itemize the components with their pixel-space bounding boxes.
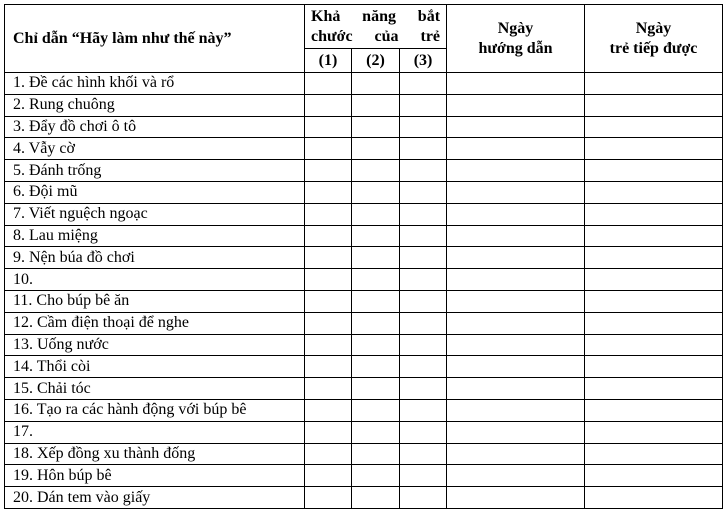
table-row bbox=[5, 378, 723, 400]
ability-1-cell[interactable] bbox=[305, 203, 352, 225]
ability-2-cell[interactable] bbox=[352, 73, 400, 95]
table-row bbox=[5, 421, 723, 443]
task-cell: 20. Dán tem vào giấy bbox=[5, 487, 305, 509]
table-row bbox=[5, 181, 723, 203]
date-guided-cell[interactable] bbox=[447, 421, 585, 443]
ability-2-cell[interactable] bbox=[352, 116, 400, 138]
date-guided-cell[interactable] bbox=[447, 247, 585, 269]
ability-1-cell[interactable] bbox=[305, 334, 352, 356]
ability-3-cell[interactable] bbox=[400, 269, 447, 291]
date-followed-cell[interactable] bbox=[585, 203, 723, 225]
date-followed-cell[interactable] bbox=[585, 399, 723, 421]
ability-3-cell[interactable] bbox=[400, 225, 447, 247]
date-followed-cell[interactable] bbox=[585, 181, 723, 203]
ability-1-cell[interactable] bbox=[305, 399, 352, 421]
ability-2-cell[interactable] bbox=[352, 334, 400, 356]
table-row bbox=[5, 443, 723, 465]
ability-2-cell[interactable] bbox=[352, 247, 400, 269]
ability-level-1: (1) bbox=[305, 49, 352, 73]
date-guided-cell[interactable] bbox=[447, 334, 585, 356]
task-cell: 17. bbox=[5, 421, 305, 443]
date-guided-cell[interactable] bbox=[447, 73, 585, 95]
date-followed-cell[interactable] bbox=[585, 73, 723, 95]
ability-1-cell[interactable] bbox=[305, 487, 352, 509]
date-guided-cell[interactable] bbox=[447, 356, 585, 378]
date-guided-cell[interactable] bbox=[447, 487, 585, 509]
ability-3-cell[interactable] bbox=[400, 421, 447, 443]
task-cell: 9. Nện búa đồ chơi bbox=[5, 247, 305, 269]
date-followed-line-2: trẻ tiếp được bbox=[609, 39, 698, 57]
ability-2-cell[interactable] bbox=[352, 443, 400, 465]
ability-2-cell[interactable] bbox=[352, 160, 400, 182]
task-cell: 10. bbox=[5, 269, 305, 291]
table-row bbox=[5, 290, 723, 312]
ability-2-cell[interactable] bbox=[352, 487, 400, 509]
ability-1-cell[interactable] bbox=[305, 181, 352, 203]
task-cell: 15. Chải tóc bbox=[5, 378, 305, 400]
table-row bbox=[5, 356, 723, 378]
checklist-rows bbox=[5, 73, 723, 509]
date-guided-cell[interactable] bbox=[447, 116, 585, 138]
date-followed-cell[interactable] bbox=[585, 487, 723, 509]
ability-2-cell[interactable] bbox=[352, 356, 400, 378]
task-cell: 19. Hôn búp bê bbox=[5, 465, 305, 487]
date-guided-header bbox=[447, 5, 585, 73]
date-followed-cell[interactable] bbox=[585, 116, 723, 138]
ability-3-cell[interactable] bbox=[400, 160, 447, 182]
ability-3-cell[interactable] bbox=[400, 247, 447, 269]
task-cell: 14. Thổi còi bbox=[5, 356, 305, 378]
task-cell: 16. Tạo ra các hành động với búp bê bbox=[5, 399, 305, 421]
table-row bbox=[5, 160, 723, 182]
date-guided-cell[interactable] bbox=[447, 312, 585, 334]
ability-1-cell[interactable] bbox=[305, 443, 352, 465]
ability-3-cell[interactable] bbox=[400, 116, 447, 138]
ability-3-cell[interactable] bbox=[400, 94, 447, 116]
ability-level-3: (3) bbox=[400, 49, 447, 73]
ability-1-cell[interactable] bbox=[305, 269, 352, 291]
instruction-header: Chỉ dẫn “Hãy làm như thế này” bbox=[5, 5, 305, 73]
ability-3-cell[interactable] bbox=[400, 138, 447, 160]
ability-3-cell[interactable] bbox=[400, 487, 447, 509]
ability-3-cell[interactable] bbox=[400, 378, 447, 400]
table-row bbox=[5, 94, 723, 116]
ability-level-2: (2) bbox=[352, 49, 400, 73]
table-row bbox=[5, 312, 723, 334]
ability-1-cell[interactable] bbox=[305, 421, 352, 443]
ability-2-cell[interactable] bbox=[352, 399, 400, 421]
ability-1-cell[interactable] bbox=[305, 138, 352, 160]
table-row bbox=[5, 334, 723, 356]
table-row bbox=[5, 225, 723, 247]
ability-2-cell[interactable] bbox=[352, 181, 400, 203]
ability-3-cell[interactable] bbox=[400, 312, 447, 334]
table-row bbox=[5, 465, 723, 487]
ability-1-cell[interactable] bbox=[305, 465, 352, 487]
ability-1-cell[interactable] bbox=[305, 116, 352, 138]
task-cell: 13. Uống nước bbox=[5, 334, 305, 356]
table-row bbox=[5, 487, 723, 509]
task-cell: 8. Lau miệng bbox=[5, 225, 305, 247]
task-cell: 2. Rung chuông bbox=[5, 94, 305, 116]
ability-3-cell[interactable] bbox=[400, 399, 447, 421]
table-row bbox=[5, 399, 723, 421]
ability-2-cell[interactable] bbox=[352, 378, 400, 400]
ability-1-cell[interactable] bbox=[305, 356, 352, 378]
date-followed-cell[interactable] bbox=[585, 312, 723, 334]
task-cell: 7. Viết nguệch ngoạc bbox=[5, 203, 305, 225]
table-row bbox=[5, 203, 723, 225]
ability-2-cell[interactable] bbox=[352, 290, 400, 312]
date-guided-line-1: Ngày bbox=[497, 19, 534, 37]
date-guided-cell[interactable] bbox=[447, 203, 585, 225]
ability-3-cell[interactable] bbox=[400, 203, 447, 225]
task-cell: 5. Đánh trống bbox=[5, 160, 305, 182]
ability-3-cell[interactable] bbox=[400, 181, 447, 203]
ability-2-cell[interactable] bbox=[352, 269, 400, 291]
date-followed-cell[interactable] bbox=[585, 334, 723, 356]
ability-1-cell[interactable] bbox=[305, 160, 352, 182]
ability-2-cell[interactable] bbox=[352, 421, 400, 443]
date-followed-cell[interactable] bbox=[585, 160, 723, 182]
ability-1-cell[interactable] bbox=[305, 378, 352, 400]
table-row bbox=[5, 269, 723, 291]
date-guided-cell[interactable] bbox=[447, 138, 585, 160]
date-followed-cell[interactable] bbox=[585, 247, 723, 269]
date-guided-cell[interactable] bbox=[447, 399, 585, 421]
table-row bbox=[5, 73, 723, 95]
task-cell: 4. Vẫy cờ bbox=[5, 138, 305, 160]
date-guided-line-2: hướng dẫn bbox=[478, 39, 553, 57]
date-followed-cell[interactable] bbox=[585, 465, 723, 487]
ability-2-cell[interactable] bbox=[352, 138, 400, 160]
ability-2-cell[interactable] bbox=[352, 465, 400, 487]
ability-1-cell[interactable] bbox=[305, 290, 352, 312]
task-cell: 18. Xếp đồng xu thành đống bbox=[5, 443, 305, 465]
ability-2-cell[interactable] bbox=[352, 203, 400, 225]
date-guided-cell[interactable] bbox=[447, 225, 585, 247]
ability-1-cell[interactable] bbox=[305, 73, 352, 95]
ability-2-cell[interactable] bbox=[352, 312, 400, 334]
ability-3-cell[interactable] bbox=[400, 334, 447, 356]
task-cell: 6. Đội mũ bbox=[5, 181, 305, 203]
ability-1-cell[interactable] bbox=[305, 225, 352, 247]
date-followed-cell[interactable] bbox=[585, 378, 723, 400]
date-followed-cell[interactable] bbox=[585, 269, 723, 291]
ability-3-cell[interactable] bbox=[400, 73, 447, 95]
imitation-ability-header: Khả năng bắt chước của trẻ bbox=[305, 5, 447, 49]
ability-3-cell[interactable] bbox=[400, 465, 447, 487]
date-guided-cell[interactable] bbox=[447, 290, 585, 312]
task-cell: 12. Cầm điện thoại để nghe bbox=[5, 312, 305, 334]
date-guided-cell[interactable] bbox=[447, 94, 585, 116]
date-followed-cell[interactable] bbox=[585, 443, 723, 465]
task-cell: 3. Đẩy đồ chơi ô tô bbox=[5, 116, 305, 138]
task-cell: 1. Đề các hình khối và rổ bbox=[5, 73, 305, 95]
imitation-checklist-table bbox=[4, 4, 723, 509]
table-row bbox=[5, 247, 723, 269]
ability-1-cell[interactable] bbox=[305, 312, 352, 334]
date-followed-cell[interactable] bbox=[585, 138, 723, 160]
date-followed-cell[interactable] bbox=[585, 290, 723, 312]
date-followed-cell[interactable] bbox=[585, 225, 723, 247]
ability-1-cell[interactable] bbox=[305, 247, 352, 269]
date-guided-cell[interactable] bbox=[447, 378, 585, 400]
table-row bbox=[5, 116, 723, 138]
date-guided-cell[interactable] bbox=[447, 465, 585, 487]
ability-2-cell[interactable] bbox=[352, 225, 400, 247]
ability-3-cell[interactable] bbox=[400, 356, 447, 378]
date-followed-line-1: Ngày bbox=[635, 19, 672, 37]
date-guided-cell[interactable] bbox=[447, 269, 585, 291]
date-followed-cell[interactable] bbox=[585, 94, 723, 116]
task-cell: 11. Cho búp bê ăn bbox=[5, 290, 305, 312]
date-guided-cell[interactable] bbox=[447, 160, 585, 182]
table-row bbox=[5, 138, 723, 160]
date-followed-cell[interactable] bbox=[585, 356, 723, 378]
ability-1-cell[interactable] bbox=[305, 94, 352, 116]
date-guided-cell[interactable] bbox=[447, 181, 585, 203]
ability-3-cell[interactable] bbox=[400, 443, 447, 465]
date-guided-cell[interactable] bbox=[447, 443, 585, 465]
date-followed-cell[interactable] bbox=[585, 421, 723, 443]
ability-3-cell[interactable] bbox=[400, 290, 447, 312]
date-followed-header bbox=[585, 5, 723, 73]
ability-2-cell[interactable] bbox=[352, 94, 400, 116]
